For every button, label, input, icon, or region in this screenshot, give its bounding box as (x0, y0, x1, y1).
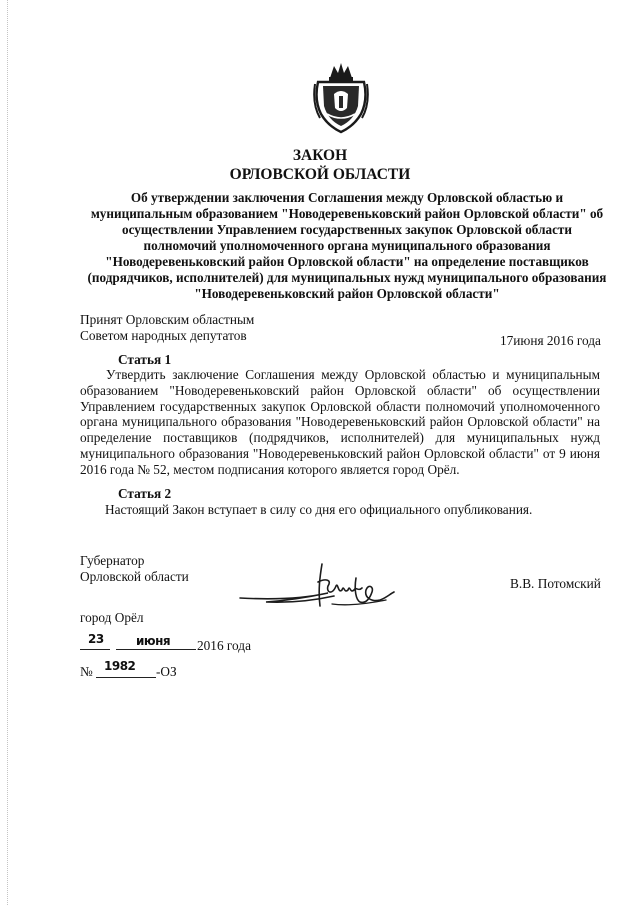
subject-line: "Новодеревеньковский район Орловской области" (194, 286, 500, 301)
subject-line: "Новодеревеньковский район Орловской области" на определение поставщиков (105, 254, 589, 269)
document-type-title: ЗАКОН (292, 147, 348, 164)
day-underline (80, 649, 110, 650)
article-line: определение поставщиков (подрядчиков, исполнителей) для муниципальных нужд (80, 430, 600, 446)
scan-edge-line (7, 0, 9, 905)
adoption-line: Советом народных депутатов (80, 328, 247, 343)
subject-line: (подрядчиков, исполнителей) для муниципальных нужд муниципального образования (87, 270, 607, 285)
article-line: муниципального образования "Новодеревеньковский район Орловской области" от 9 июня (80, 445, 600, 461)
number-suffix: -ОЗ (156, 664, 177, 679)
subject-line: осуществлении Управлением государственных закупок Орловской области (121, 222, 572, 237)
signing-year: 2016 года (197, 638, 251, 653)
article-line: Управлением государственных закупок Орловской области полномочий уполномоченного (80, 398, 600, 414)
article-1-text (80, 367, 600, 478)
article-2-heading: Статья 2 (118, 486, 172, 501)
article-2-text: Настоящий Закон вступает в силу со дня его официального опубликования. (105, 502, 533, 517)
signing-day: 23 (88, 632, 104, 646)
subject-line: муниципальным образованием "Новодеревеньковский район Орловской области" об (90, 206, 604, 221)
signatory-name: В.В. Потомский (510, 576, 601, 591)
signatory-title: Губернатор (80, 553, 145, 568)
article-1-heading: Статья 1 (118, 352, 172, 367)
law-number: 1982 (104, 659, 136, 673)
city-label: город Орёл (80, 610, 144, 625)
coat-of-arms-icon (312, 60, 370, 134)
article-line: органа муниципального образования "Новодеревеньковский район Орловской области" на (80, 414, 600, 430)
article-line: образованием "Новодеревеньковский район Орловской области" об осуществлении (80, 382, 600, 398)
article-line: Утвердить заключение Соглашения между Орловской областью и муниципальным (106, 367, 600, 382)
number-prefix: № (80, 664, 93, 679)
article-line: 2016 года № 52, местом подписания которого является город Орёл. (80, 461, 460, 477)
subject-line: полномочий уполномоченного органа муниципального образования (143, 238, 551, 253)
signing-month: июня (136, 634, 171, 648)
handwritten-signature (236, 560, 416, 618)
number-underline (96, 677, 156, 678)
subject-line: Об утверждении заключения Соглашения между Орловской областью и (130, 190, 564, 205)
signatory-region: Орловской области (80, 569, 189, 584)
adoption-date: 17июня 2016 года (500, 333, 601, 348)
law-subject (82, 190, 612, 302)
month-underline (116, 649, 196, 650)
region-title: ОРЛОВСКОЙ ОБЛАСТИ (229, 166, 411, 183)
adoption-line: Принят Орловским областным (80, 312, 255, 327)
